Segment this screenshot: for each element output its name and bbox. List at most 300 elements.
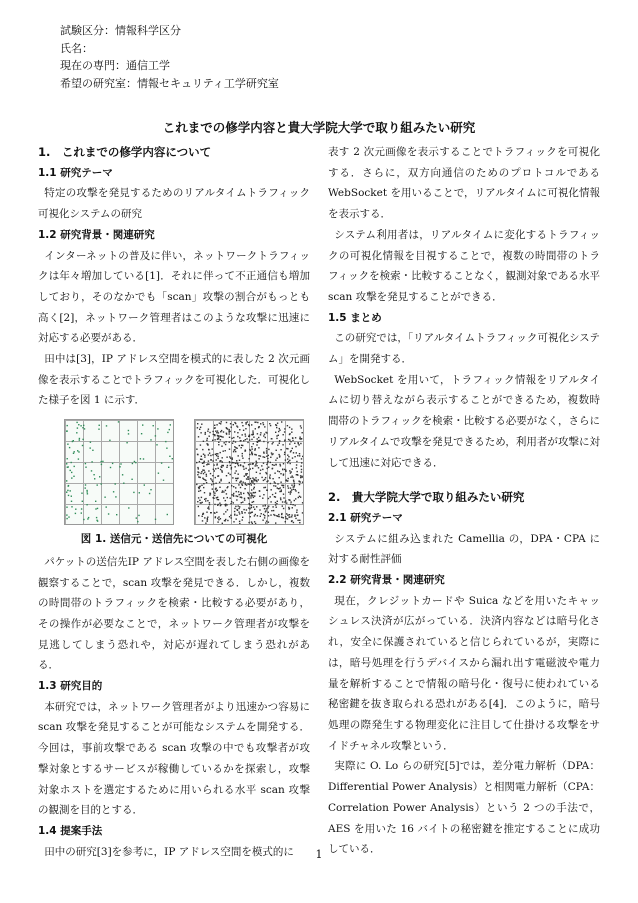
ip-dot xyxy=(233,462,234,463)
ip-dot xyxy=(277,488,278,489)
ip-dot xyxy=(302,512,303,513)
ip-dot xyxy=(242,434,243,435)
ip-dot xyxy=(232,443,233,444)
ip-dot xyxy=(244,500,245,501)
ip-dot xyxy=(293,452,294,453)
ip-dot xyxy=(78,459,79,460)
ip-dot xyxy=(237,432,238,433)
ip-dot xyxy=(76,432,77,433)
ip-dot xyxy=(279,477,280,478)
ip-dot xyxy=(258,427,259,428)
ip-dot xyxy=(241,502,242,503)
ip-dot xyxy=(254,509,255,510)
ip-dot xyxy=(231,501,232,502)
ip-dot xyxy=(217,499,218,500)
ip-dot xyxy=(252,495,253,496)
ip-dot xyxy=(217,518,218,519)
ip-dot xyxy=(216,497,217,498)
ip-dot xyxy=(215,517,216,518)
ip-dot xyxy=(83,519,84,520)
ip-dot xyxy=(201,424,202,425)
ip-dot xyxy=(252,431,253,432)
ip-dot xyxy=(287,425,288,426)
ip-dot xyxy=(205,500,206,501)
name-field: 氏名： xyxy=(60,41,93,55)
source-ip-dots xyxy=(65,420,173,524)
ip-dot xyxy=(299,484,300,485)
ip-dot xyxy=(251,424,252,425)
ip-dot xyxy=(75,513,76,514)
ip-dot xyxy=(214,504,215,505)
ip-dot xyxy=(294,485,295,486)
ip-dot xyxy=(96,520,97,521)
ip-dot xyxy=(256,506,257,507)
ip-dot xyxy=(267,468,268,469)
ip-dot xyxy=(207,518,208,519)
ip-dot xyxy=(278,516,279,517)
ip-dot xyxy=(207,500,208,501)
ip-dot xyxy=(234,431,235,432)
ip-dot xyxy=(123,483,124,484)
ip-dot xyxy=(207,431,208,432)
ip-dot xyxy=(283,475,284,476)
ip-dot xyxy=(230,465,231,466)
ip-dot xyxy=(248,522,249,523)
ip-dot xyxy=(272,442,273,443)
ip-dot xyxy=(229,482,230,483)
ip-dot xyxy=(157,428,158,429)
ip-dot xyxy=(218,519,219,520)
ip-dot xyxy=(267,462,268,463)
ip-dot xyxy=(263,487,264,488)
ip-dot xyxy=(301,438,302,439)
ip-dot xyxy=(203,462,204,463)
ip-dot xyxy=(277,458,278,459)
ip-dot xyxy=(278,435,279,436)
ip-dot xyxy=(217,439,218,440)
ip-dot xyxy=(71,462,72,463)
ip-dot xyxy=(289,427,290,428)
ip-dot xyxy=(211,484,212,485)
ip-dot xyxy=(272,453,273,454)
ip-dot xyxy=(251,453,252,454)
ip-dot xyxy=(234,473,235,474)
ip-dot xyxy=(235,463,236,464)
ip-dot xyxy=(66,431,67,432)
ip-dot xyxy=(288,488,289,489)
ip-dot xyxy=(263,435,264,436)
ip-dot xyxy=(287,485,288,486)
ip-dot xyxy=(290,477,291,478)
ip-dot xyxy=(254,521,255,522)
ip-dot xyxy=(251,446,252,447)
ip-dot xyxy=(296,512,297,513)
ip-dot xyxy=(167,514,168,515)
ip-dot xyxy=(276,425,277,426)
ip-dot xyxy=(203,479,204,480)
ip-dot xyxy=(225,520,226,521)
ip-dot xyxy=(210,459,211,460)
ip-dot xyxy=(300,425,301,426)
ip-dot xyxy=(265,437,266,438)
ip-dot xyxy=(271,489,272,490)
ip-dot xyxy=(277,483,278,484)
ip-dot xyxy=(231,517,232,518)
ip-dot xyxy=(252,480,253,481)
ip-dot xyxy=(271,453,272,454)
ip-dot xyxy=(261,513,262,514)
ip-dot xyxy=(197,427,198,428)
ip-dot xyxy=(258,458,259,459)
section-1-2-text-c: パケットの送信先IP アドレス空間を表した右側の画像を観察することで，scan 攻撃を発見できる．しかし，複数の時間帯のトラフィックを検索・比較する必要があり，その操作が必要なことで，ネットワーク管理者が攻撃を見逃してしまう恐れや，対応が遅れてしまう恐れがある． xyxy=(38,555,311,672)
ip-dot xyxy=(82,501,83,502)
ip-dot xyxy=(220,460,221,461)
ip-dot xyxy=(266,521,267,522)
ip-dot xyxy=(278,488,279,489)
ip-dot xyxy=(102,461,103,462)
ip-dot xyxy=(235,506,236,507)
ip-dot xyxy=(250,450,251,451)
ip-dot xyxy=(242,425,243,426)
ip-dot xyxy=(241,422,242,423)
ip-dot xyxy=(223,431,224,432)
section-1-4-heading: 1.4 提案手法 xyxy=(38,824,103,837)
ip-dot xyxy=(291,450,292,451)
ip-dot xyxy=(243,440,244,441)
ip-dot xyxy=(268,449,269,450)
ip-dot xyxy=(251,505,252,506)
ip-dot xyxy=(238,474,239,475)
ip-dot xyxy=(242,458,243,459)
ip-dot xyxy=(292,438,293,439)
ip-dot xyxy=(234,514,235,515)
ip-dot xyxy=(298,492,299,493)
ip-dot xyxy=(290,504,291,505)
ip-dot xyxy=(226,457,227,458)
ip-dot xyxy=(208,464,209,465)
ip-dot xyxy=(302,432,303,433)
ip-dot xyxy=(165,441,166,442)
section-1-4-text-b: システム利用者は，リアルタイムに変化するトラフィックの可視化情報を目視することで，複数の時間帯のトラフィックを検索・比較することなく，観測対象である水平 scan 攻撃を発見することができる． xyxy=(328,228,600,303)
ip-dot xyxy=(71,496,72,497)
ip-dot xyxy=(254,487,255,488)
section-2-1-text: システムに組み込まれた Camellia の，DPA・CPA に対する耐性評価 xyxy=(328,532,600,566)
ip-dot xyxy=(241,511,242,512)
ip-dot xyxy=(263,441,264,442)
ip-dot xyxy=(258,437,259,438)
section-2-heading: 2. 貴大学院大学で取り組みたい研究 xyxy=(328,490,525,505)
ip-dot xyxy=(106,425,107,426)
ip-dot xyxy=(281,513,282,514)
ip-dot xyxy=(275,504,276,505)
ip-dot xyxy=(275,432,276,433)
ip-dot xyxy=(296,464,297,465)
ip-dot xyxy=(263,494,264,495)
ip-dot xyxy=(255,514,256,515)
section-1-3-text: 本研究では，ネットワーク管理者がより迅速かつ容易に scan 攻撃を発見することが可能なシステムを開発する．今回は，事前攻撃である scan 攻撃の中でも攻撃者が攻撃対象とするサービスが稼働しているかを探索し，攻撃対象ホストを選定するために用いられる水平 scan 攻撃の観測を目的とする． xyxy=(38,700,310,817)
ip-dot xyxy=(223,513,224,514)
ip-dot xyxy=(220,469,221,470)
ip-dot xyxy=(204,499,205,500)
ip-dot xyxy=(252,463,253,464)
ip-dot xyxy=(218,442,219,443)
ip-dot xyxy=(206,476,207,477)
ip-dot xyxy=(242,453,243,454)
ip-dot xyxy=(272,506,273,507)
ip-dot xyxy=(118,421,119,422)
ip-dot xyxy=(239,445,240,446)
ip-dot xyxy=(205,432,206,433)
ip-dot xyxy=(101,464,102,465)
ip-dot xyxy=(229,429,230,430)
ip-dot xyxy=(245,439,246,440)
ip-dot xyxy=(283,508,284,509)
ip-dot xyxy=(269,478,270,479)
ip-dot xyxy=(245,436,246,437)
ip-dot xyxy=(223,451,224,452)
ip-dot xyxy=(276,435,277,436)
ip-dot xyxy=(224,442,225,443)
ip-dot xyxy=(251,484,252,485)
ip-dot xyxy=(265,511,266,512)
ip-dot xyxy=(249,454,250,455)
ip-dot xyxy=(218,444,219,445)
ip-dot xyxy=(225,505,226,506)
ip-dot xyxy=(120,463,121,464)
ip-dot xyxy=(172,458,173,459)
ip-dot xyxy=(253,443,254,444)
ip-dot xyxy=(251,489,252,490)
ip-dot xyxy=(243,430,244,431)
ip-dot xyxy=(217,464,218,465)
ip-dot xyxy=(271,510,272,511)
ip-dot xyxy=(291,515,292,516)
section-1-2-heading: 1.2 研究背景・関連研究 xyxy=(38,228,155,241)
ip-dot xyxy=(163,480,164,481)
ip-dot xyxy=(254,483,255,484)
ip-dot xyxy=(213,497,214,498)
ip-dot xyxy=(280,473,281,474)
ip-dot xyxy=(258,455,259,456)
ip-dot xyxy=(289,514,290,515)
ip-dot xyxy=(258,447,259,448)
ip-dot xyxy=(132,463,133,464)
section-1-2-text-b: 田中は[3]，IP アドレス空間を模式的に表した 2 次元画像を表示することでトラフィックを可視化した．可視化した様子を図 1 に示す． xyxy=(38,353,310,407)
ip-dot xyxy=(90,448,91,449)
ip-dot xyxy=(238,491,239,492)
ip-dot xyxy=(68,495,69,496)
ip-dot xyxy=(220,504,221,505)
ip-dot xyxy=(204,457,205,458)
ip-dot xyxy=(244,462,245,463)
ip-dot xyxy=(259,496,260,497)
ip-dot xyxy=(244,512,245,513)
ip-dot xyxy=(135,462,136,463)
ip-dot xyxy=(288,499,289,500)
ip-dot xyxy=(82,427,83,428)
ip-dot xyxy=(236,470,237,471)
ip-dot xyxy=(263,463,264,464)
ip-dot xyxy=(287,455,288,456)
ip-dot xyxy=(275,460,276,461)
ip-dot xyxy=(97,485,98,486)
ip-dot xyxy=(219,423,220,424)
ip-dot xyxy=(245,422,246,423)
ip-dot xyxy=(292,477,293,478)
ip-dot xyxy=(273,510,274,511)
ip-dot xyxy=(67,458,68,459)
ip-dot xyxy=(287,448,288,449)
ip-dot xyxy=(258,440,259,441)
ip-dot xyxy=(83,425,84,426)
ip-dot xyxy=(208,449,209,450)
ip-dot xyxy=(235,466,236,467)
ip-dot xyxy=(250,495,251,496)
ip-dot xyxy=(94,478,95,479)
ip-dot xyxy=(216,455,217,456)
ip-dot xyxy=(244,451,245,452)
ip-dot xyxy=(270,483,271,484)
ip-dot xyxy=(207,444,208,445)
ip-dot xyxy=(259,440,260,441)
ip-dot xyxy=(279,443,280,444)
ip-dot xyxy=(296,461,297,462)
ip-dot xyxy=(69,447,70,448)
ip-dot xyxy=(203,470,204,471)
ip-dot xyxy=(198,476,199,477)
ip-dot xyxy=(208,461,209,462)
ip-dot xyxy=(236,495,237,496)
ip-dot xyxy=(299,522,300,523)
section-1-1-heading: 1.1 研究テーマ xyxy=(38,166,113,179)
ip-dot xyxy=(215,483,216,484)
ip-dot xyxy=(249,503,250,504)
ip-dot xyxy=(264,457,265,458)
ip-dot xyxy=(260,470,261,471)
ip-dot xyxy=(284,502,285,503)
ip-dot xyxy=(275,486,276,487)
ip-dot xyxy=(214,428,215,429)
ip-dot xyxy=(255,465,256,466)
ip-dot xyxy=(248,470,249,471)
ip-dot xyxy=(285,480,286,481)
ip-dot xyxy=(260,434,261,435)
ip-dot xyxy=(264,508,265,509)
exam-category: 試験区分：情報科学区分 xyxy=(60,24,181,37)
ip-dot xyxy=(227,520,228,521)
ip-dot xyxy=(279,491,280,492)
ip-dot xyxy=(239,506,240,507)
ip-dot xyxy=(236,460,237,461)
ip-dot xyxy=(82,439,83,440)
ip-dot xyxy=(230,498,231,499)
ip-dot xyxy=(216,459,217,460)
ip-dot xyxy=(244,488,245,489)
ip-dot xyxy=(260,456,261,457)
ip-dot xyxy=(197,454,198,455)
ip-dot xyxy=(250,497,251,498)
ip-dot xyxy=(248,508,249,509)
ip-dot xyxy=(131,479,132,480)
ip-dot xyxy=(104,497,105,498)
ip-dot xyxy=(259,473,260,474)
ip-dot xyxy=(248,512,249,513)
ip-dot xyxy=(253,497,254,498)
source-ip-visualization xyxy=(64,419,174,525)
ip-dot xyxy=(215,431,216,432)
ip-dot xyxy=(243,469,244,470)
ip-dot xyxy=(247,442,248,443)
ip-dot xyxy=(226,504,227,505)
ip-dot xyxy=(142,425,143,426)
ip-dot xyxy=(87,518,88,519)
ip-dot xyxy=(283,494,284,495)
ip-dot xyxy=(208,454,209,455)
section-1-5-text-b: WebSocket を用いて，トラフィック情報をリアルタイムに切り替えながら表示することができるため，複数時間帯のトラフィックを検索・比較する必要がなく，さらにリアルタイムで攻撃を発見できるため，利用者が攻撃に対して迅速に対応できる． xyxy=(328,373,600,469)
ip-dot xyxy=(273,465,274,466)
ip-dot xyxy=(251,507,252,508)
ip-dot xyxy=(286,513,287,514)
ip-dot xyxy=(72,441,73,442)
ip-dot xyxy=(113,491,114,492)
ip-dot xyxy=(300,475,301,476)
ip-dot xyxy=(209,502,210,503)
ip-dot xyxy=(220,479,221,480)
ip-dot xyxy=(207,438,208,439)
ip-dot xyxy=(295,446,296,447)
ip-dot xyxy=(203,513,204,514)
ip-dot xyxy=(266,448,267,449)
ip-dot xyxy=(203,466,204,467)
ip-dot xyxy=(97,508,98,509)
ip-dot xyxy=(233,437,234,438)
ip-dot xyxy=(262,505,263,506)
ip-dot xyxy=(231,427,232,428)
ip-dot xyxy=(295,437,296,438)
ip-dot xyxy=(248,464,249,465)
ip-dot xyxy=(91,470,92,471)
ip-dot xyxy=(225,441,226,442)
ip-dot xyxy=(137,521,138,522)
ip-dot xyxy=(240,487,241,488)
ip-dot xyxy=(287,459,288,460)
ip-dot xyxy=(203,441,204,442)
ip-dot xyxy=(169,456,170,457)
right-column xyxy=(328,142,600,860)
ip-dot xyxy=(90,442,91,443)
ip-dot xyxy=(284,428,285,429)
ip-dot xyxy=(223,491,224,492)
ip-dot xyxy=(276,427,277,428)
ip-dot xyxy=(288,508,289,509)
ip-dot xyxy=(215,454,216,455)
destination-ip-visualization xyxy=(194,419,304,525)
ip-dot xyxy=(236,491,237,492)
ip-dot xyxy=(282,444,283,445)
ip-dot xyxy=(213,434,214,435)
ip-dot xyxy=(260,516,261,517)
ip-dot xyxy=(134,461,135,462)
ip-dot xyxy=(252,512,253,513)
ip-dot xyxy=(247,492,248,493)
ip-dot xyxy=(246,478,247,479)
ip-dot xyxy=(262,498,263,499)
ip-dot xyxy=(258,479,259,480)
ip-dot xyxy=(299,455,300,456)
ip-dot xyxy=(219,487,220,488)
ip-dot xyxy=(290,463,291,464)
ip-dot xyxy=(242,502,243,503)
